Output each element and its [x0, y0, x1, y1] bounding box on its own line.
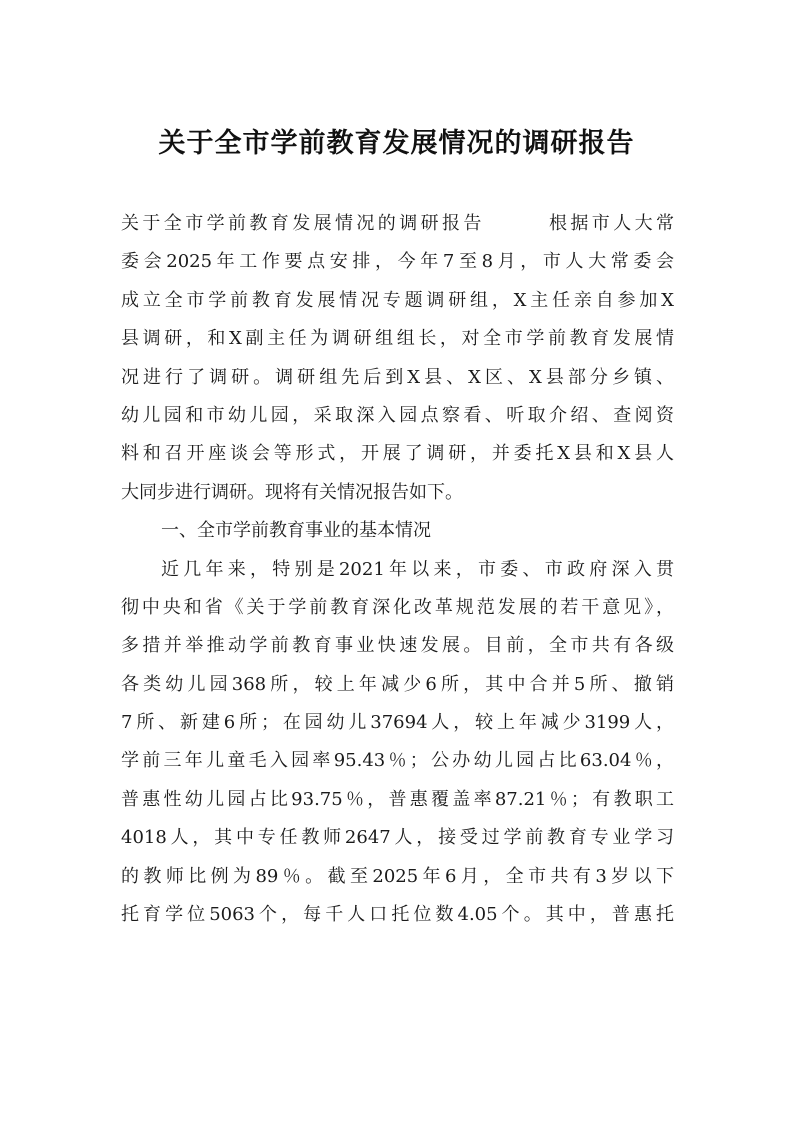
body-line: 的教师比例为89％。截至2025年6月，全市共有3岁以下: [121, 865, 674, 887]
body-line: 4018人，其中专任教师2647人，接受过学前教育专业学习: [121, 827, 674, 849]
document-body: [121, 205, 674, 934]
body-line: 托育学位5063个，每千人口托位数4.05个。其中，普惠托: [121, 904, 674, 926]
document-title: 关于全市学前教育发展情况的调研报告: [158, 128, 635, 159]
body-line: 大同步进行调研。现将有关情况报告如下。: [121, 481, 463, 503]
body-line: 况进行了调研。调研组先后到X县、X区、X县部分乡镇、: [121, 366, 674, 388]
body-line: 彻中央和省《关于学前教育深化改革规范发展的若干意见》，: [121, 596, 674, 618]
body-line: 学前三年儿童毛入园率95.43％；公办幼儿园占比63.04％，: [121, 750, 674, 772]
body-line: 幼儿园和市幼儿园，采取深入园点察看、听取介绍、查阅资: [121, 404, 674, 426]
body-line: 多措并举推动学前教育事业快速发展。目前，全市共有各级: [121, 635, 674, 657]
body-line: 近几年来，特别是2021年以来，市委、市政府深入贯: [161, 558, 674, 580]
body-line: 料和召开座谈会等形式，开展了调研，并委托X县和X县人: [121, 443, 674, 465]
body-line: 7所、新建6所；在园幼儿37694人，较上年减少3199人，: [121, 712, 674, 734]
body-line: 一、全市学前教育事业的基本情况: [161, 520, 431, 542]
body-line: 成立全市学前教育发展情况专题调研组，X主任亲自参加X: [121, 289, 674, 311]
body-line: 关于全市学前教育发展情况的调研报告 根据市人大常: [121, 213, 674, 234]
body-line: 委会2025年工作要点安排，今年7至8月，市人大常委会: [121, 251, 674, 273]
body-line: 各类幼儿园368所，较上年减少6所，其中合并5所、撤销: [121, 673, 674, 695]
body-line: 普惠性幼儿园占比93.75％，普惠覆盖率87.21％；有教职工: [121, 788, 674, 810]
body-line: 县调研，和X副主任为调研组组长，对全市学前教育发展情: [121, 328, 674, 350]
